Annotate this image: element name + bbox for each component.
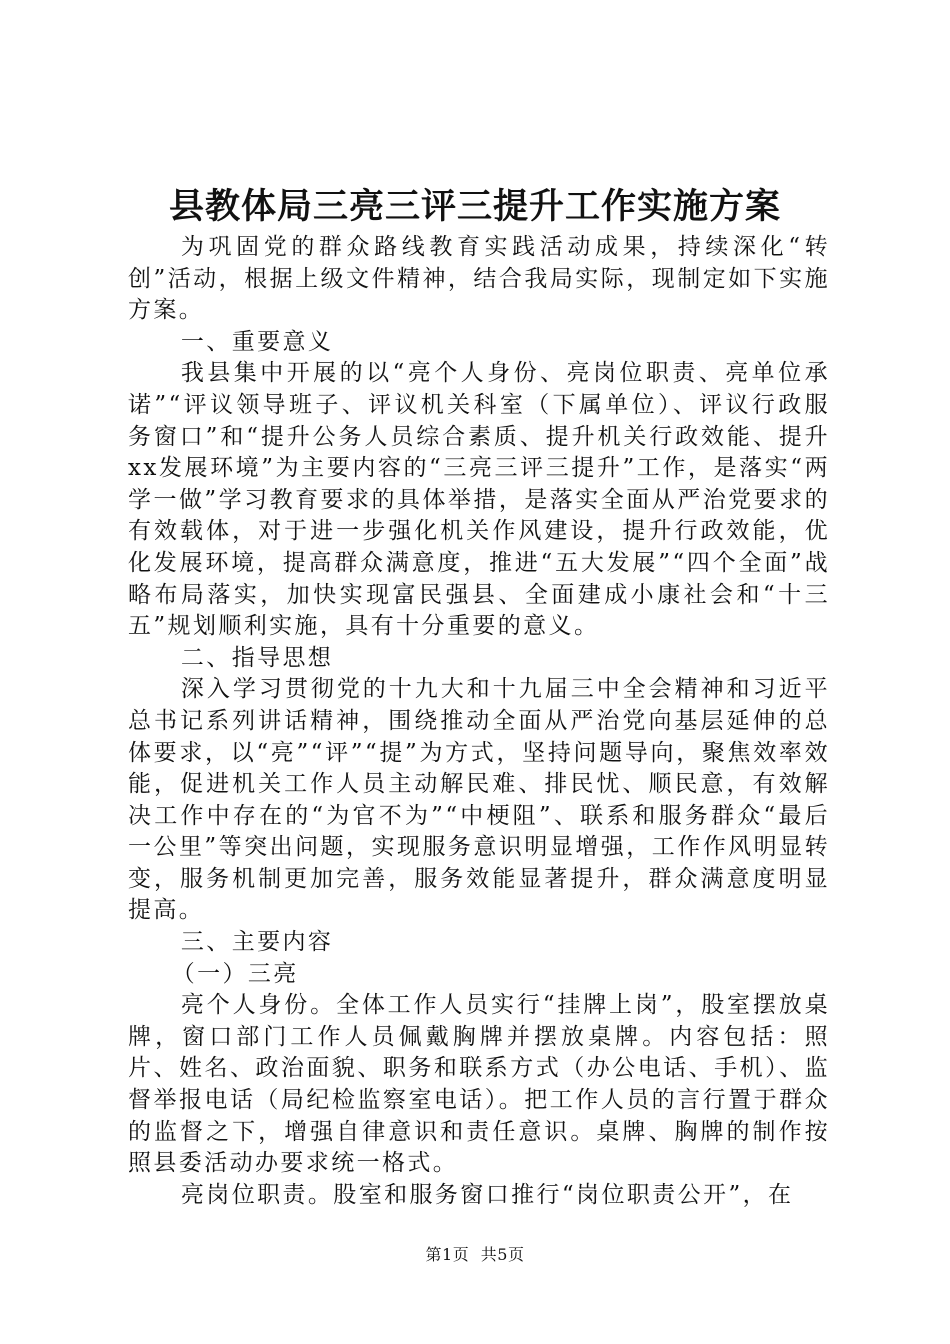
show-duties-paragraph: 亮岗位职责。股室和服务窗口推行“岗位职责公开”，在 <box>180 1181 794 1208</box>
page-number: 第1页 <box>425 1245 470 1264</box>
section-heading-main-content: 三、主要内容 <box>180 929 334 956</box>
section-heading-significance: 一、重要意义 <box>180 328 334 355</box>
subsection-heading-three-show: （一）三亮 <box>171 960 299 987</box>
significance-paragraph: 我县集中开展的以“亮个人身份、亮岗位职责、亮单位承诺”“评议领导班子、评议机关科室（下属单位）、评议行政服务窗口”和“提升公务人员综合素质、提升机关行政效能、提升xx发展环境”为主要内容的“三亮三评三提升”工作，是落实“两学一做”学习教育要求的具体举措，是落实全面从严治党要求的有效载体，对于进一步强化机关作风建设，提升行政效能，优化发展环境，提高群众满意度，推进“五大发展”“四个全面”战略布局落实，加快实现富民强县、全面建成小康社会和“十三五”规划顺利实施，具有十分重要的意义。 <box>128 360 830 640</box>
show-identity-paragraph: 亮个人身份。全体工作人员实行“挂牌上岗”，股室摆放桌牌，窗口部门工作人员佩戴胸牌并摆放桌牌。内容包括：照片、姓名、政治面貌、职务和联系方式（办公电话、手机）、监督举报电话（局纪检监察室电话）。把工作人员的言行置于群众的监督之下，增强自律意识和责任意识。桌牌、胸牌的制作按照县委活动办要求统一格式。 <box>128 992 830 1177</box>
document-title: 县教体局三亮三评三提升工作实施方案 <box>168 186 781 227</box>
page-total: 共5页 <box>480 1245 525 1264</box>
page-footer <box>0 1244 950 1266</box>
guiding-ideology-paragraph: 深入学习贯彻党的十九大和十九届三中全会精神和习近平总书记系列讲话精神，围绕推动全面从严治党向基层延伸的总体要求，以“亮”“评”“提”为方式，坚持问题导向，聚焦效率效能，促进机关工作人员主动解民难、排民忧、顺民意，有效解决工作中存在的“为官不为”“中梗阻”、联系和服务群众“最后一公里”等突出问题，实现服务意识明显增强，工作作风明显转变，服务机制更加完善，服务效能显著提升，群众满意度明显提高。 <box>128 676 830 924</box>
document-body <box>128 232 830 1211</box>
section-heading-guiding-ideology: 二、指导思想 <box>180 644 334 671</box>
intro-paragraph: 为巩固党的群众路线教育实践活动成果，持续深化“转创”活动，根据上级文件精神，结合我局实际，现制定如下实施方案。 <box>128 234 830 324</box>
